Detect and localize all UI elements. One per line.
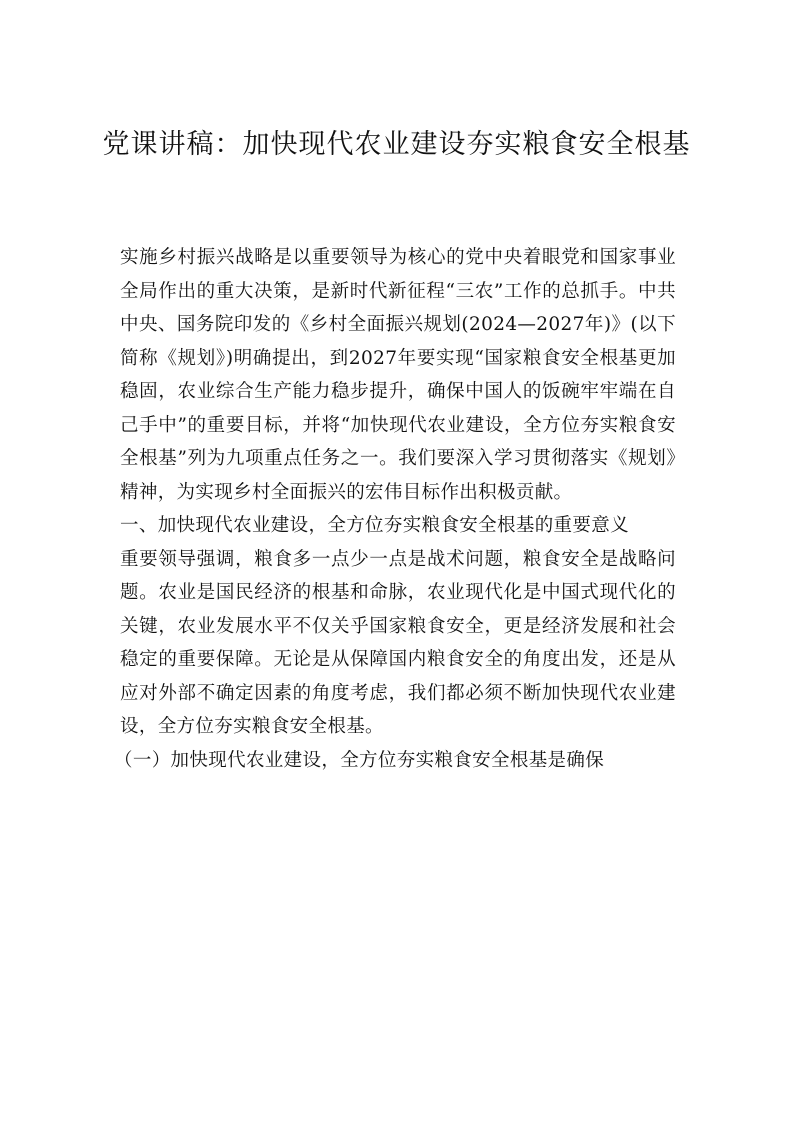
section-heading-1: 一、加快现代农业建设，全方位夯实粮食安全根基的重要意义 xyxy=(120,515,629,536)
document-body xyxy=(114,241,676,777)
subsection-heading-1: （一）加快现代农业建设，全方位夯实粮食安全根基是确保 xyxy=(114,749,605,771)
page-title: 党课讲稿：加快现代农业建设夯实粮食安全根基 xyxy=(102,129,691,160)
paragraph-significance: 重要领导强调，粮食多一点少一点是战术问题，粮食安全是战略问题。农业是国民经济的根基和命脉，农业现代化是中国式现代化的关键，农业发展水平不仅关乎国家粮食安全，更是经济发展和社会稳定的重要保障。无论是从保障国内粮食安全的角度出发，还是从应对外部不确定因素的角度考虑，我们都必须不断加快现代农业建设，全方位夯实粮食安全根基。 xyxy=(120,548,676,737)
paragraph-intro: 实施乡村振兴战略是以重要领导为核心的党中央着眼党和国家事业全局作出的重大决策，是新时代新征程“三农”工作的总抓手。中共中央、国务院印发的《乡村全面振兴规划(2024—2027年)》(以下简称《规划》)明确提出，到2027年要实现“国家粮食安全根基更加稳固，农业综合生产能力稳步提升，确保中国人的饭碗牢牢端在自己手中”的重要目标，并将“加快现代农业建设，全方位夯实粮食安全根基”列为九项重点任务之一。我们要深入学习贯彻落实《规划》精神，为实现乡村全面振兴的宏伟目标作出积极贡献。 xyxy=(120,247,676,503)
